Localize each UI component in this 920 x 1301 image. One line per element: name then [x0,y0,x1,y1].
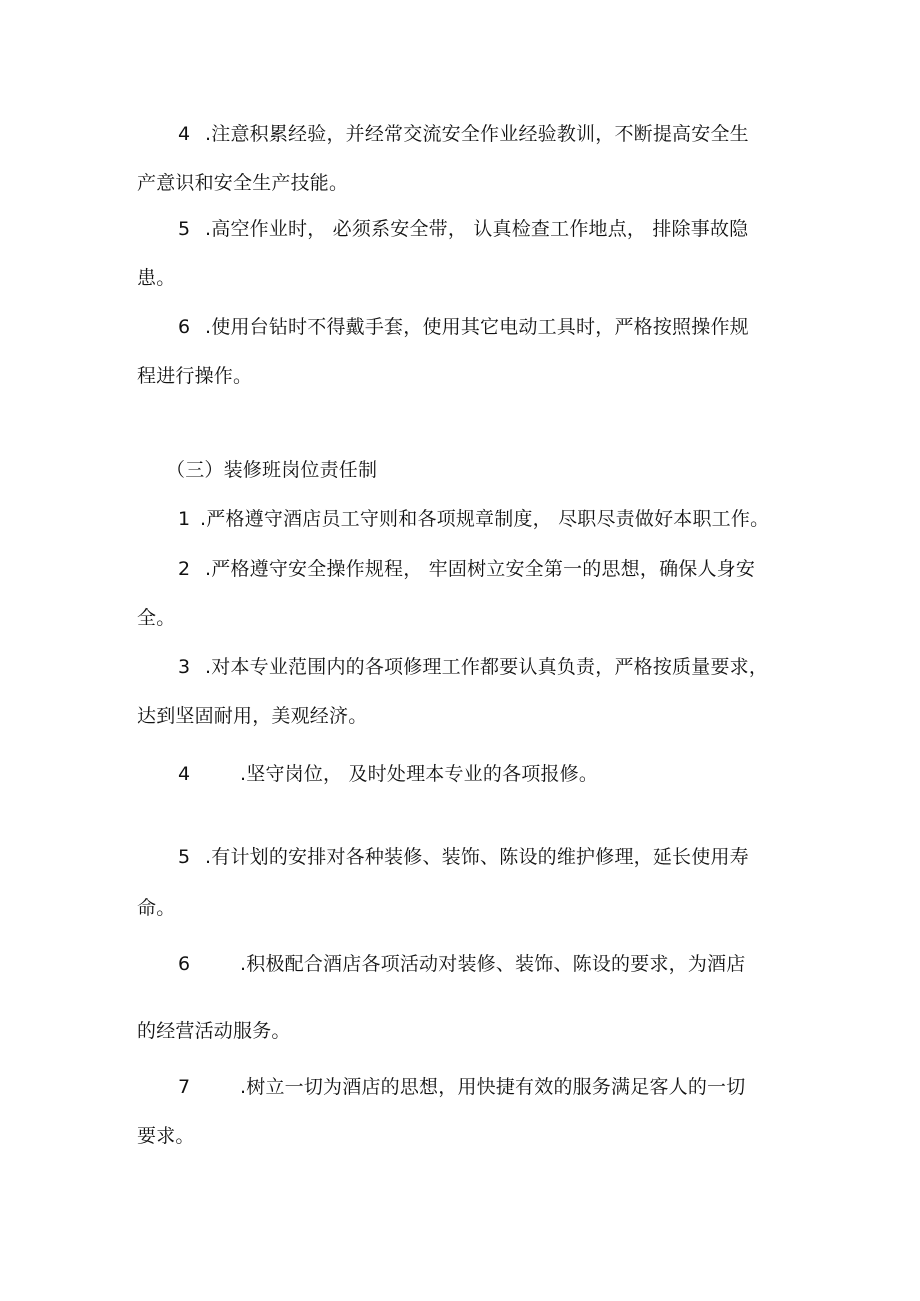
item-text-line1: .严格遵守安全操作规程， 牢固树立安全第一的思想，确保人身安 [205,558,756,580]
item-text-line2: 产意识和安全生产技能。 [137,172,349,194]
item-number: 6 [178,953,191,975]
item-text-line2: 全。 [137,607,176,629]
item-text-line1: .高空作业时， 必须系安全带， 认真检查工作地点， 排除事故隐 [205,218,749,240]
item-text-line2: 患。 [137,267,176,289]
item-text-line2: 的经营活动服务。 [137,1020,291,1042]
item-text-line2: 程进行操作。 [137,365,253,387]
item-number: 1 [178,508,191,530]
item-text-line1: .注意积累经验，并经常交流安全作业经验教训，不断提高安全生 [205,123,749,145]
item-text-line1: .对本专业范围内的各项修理工作都要认真负责，严格按质量要求， [205,656,769,678]
item-text-line1: .严格遵守酒店员工守则和各项规章制度， 尽职尽责做好本职工作。 [200,508,770,530]
item-text-line1: .树立一切为酒店的思想，用快捷有效的服务满足客人的一切 [240,1076,746,1098]
item-text-line1: .有计划的安排对各种装修、装饰、陈设的维护修理，延长使用寿 [205,846,749,868]
item-number: 3 [178,656,191,678]
item-number: 5 [178,218,191,240]
item-text-line1: .使用台钻时不得戴手套，使用其它电动工具时，严格按照操作规 [205,316,749,338]
item-text-line1: .坚守岗位， 及时处理本专业的各项报修。 [240,763,599,785]
item-number: 4 [178,123,191,145]
item-number: 6 [178,316,191,338]
item-number: 5 [178,846,191,868]
item-number: 4 [178,763,191,785]
item-text-line2: 命。 [137,897,176,919]
item-text-line2: 达到坚固耐用，美观经济。 [137,705,368,727]
item-text-line2: 要求。 [137,1125,195,1147]
item-number: 2 [178,558,191,580]
item-text-line1: .积极配合酒店各项活动对装修、装饰、陈设的要求，为酒店 [240,953,746,975]
item-number: 7 [178,1076,191,1098]
section-heading: （三）装修班岗位责任制 [166,459,378,481]
